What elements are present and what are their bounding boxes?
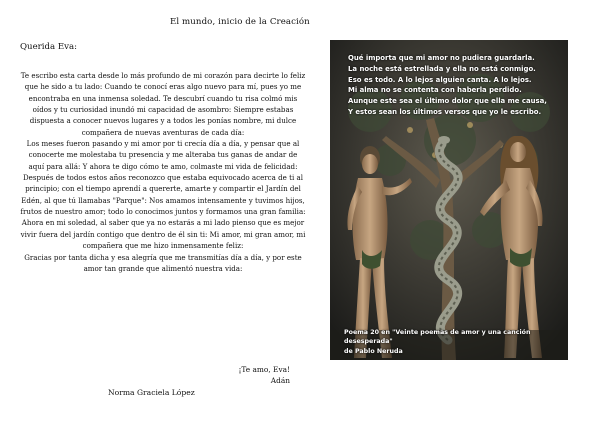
letter-salutation: Querida Eva: [20, 42, 78, 52]
letter-signature: Adán [270, 376, 290, 385]
poem-line: Qué importa que mi amor no pudiera guardarla. [348, 54, 535, 62]
poem-line: Aunque este sea el último dolor que ella me causa, [348, 97, 547, 106]
letter-paragraph: Los meses fueron pasando y mi amor por ti crecía día a día, y pensar que al conocerte me molestaba tu presencia y me alteraba tus ganas de andar de aquí para allá: Y ahora te digo cómo te amo, colmaste mi vida de felicidad: [26, 139, 300, 171]
poem-overlay [348, 53, 568, 118]
letter-author: Norma Graciela López [108, 388, 195, 397]
letter-signoff [20, 364, 290, 386]
poem-line: Eso es todo. A lo lejos alguien canta. A lo lejos. [348, 75, 532, 84]
letter-paragraph: Gracias por tanta dicha y esa alegría que me transmitías día a día, y por este amor tan grande que alimentó nuestra vida: [24, 252, 302, 273]
letter-paragraph: Te escribo esta carta desde lo más profundo de mi corazón para decirte lo feliz que he sido a tu lado: Cuando te conocí eras algo nuevo para mí, pues yo me encontraba en una inmensa soledad. Te descubrí cuando tu risa colmó mis oídos y tu curiosidad inundó mi capacidad de asombro: Siempre estabas dispuesta a conocer nuevos lugares y a todos les ponías nombre, mi dulce compañera de nuevas aventuras de cada día: [20, 71, 306, 137]
letter-body [20, 70, 306, 274]
poem-caption [344, 328, 564, 356]
caption-line: Poema 20 en "Veinte poemas de amor y una canción desesperada" [344, 329, 531, 346]
letter-paragraph: Ahora en mi soledad, al saber que ya no estarás a mi lado pienso que es mejor vivir fuera del jardín contigo que dentro de él sin ti: Mi amor, mi gran amor, mi compañera que me hizo inmensamente feliz: [20, 218, 306, 251]
letter-paragraph: Después de todos estos años reconozco que estaba equivocado acerca de ti al principio; con el tiempo aprendí a quererte, amarte y compartir el Jardín del Edén, al que tú llamabas "Parque": Nos amamos intensamente y tuvimos hijos, frutos de nuestro amor; todo lo conocimos juntos y formamos una gran familia: [20, 173, 306, 217]
painting-image [330, 40, 568, 360]
poem-line: Y estos sean los últimos versos que yo le escribo. [348, 107, 542, 116]
poem-line: Mi alma no se contenta con haberla perdido. [348, 86, 522, 95]
caption-line: de Pablo Neruda [344, 347, 403, 355]
poem-line: La noche está estrellada y ella no está conmigo. [348, 64, 536, 73]
letter-closing: ¡Te amo, Eva! [238, 365, 290, 374]
letter-place-date: El mundo, inicio de la Creación [170, 17, 310, 27]
